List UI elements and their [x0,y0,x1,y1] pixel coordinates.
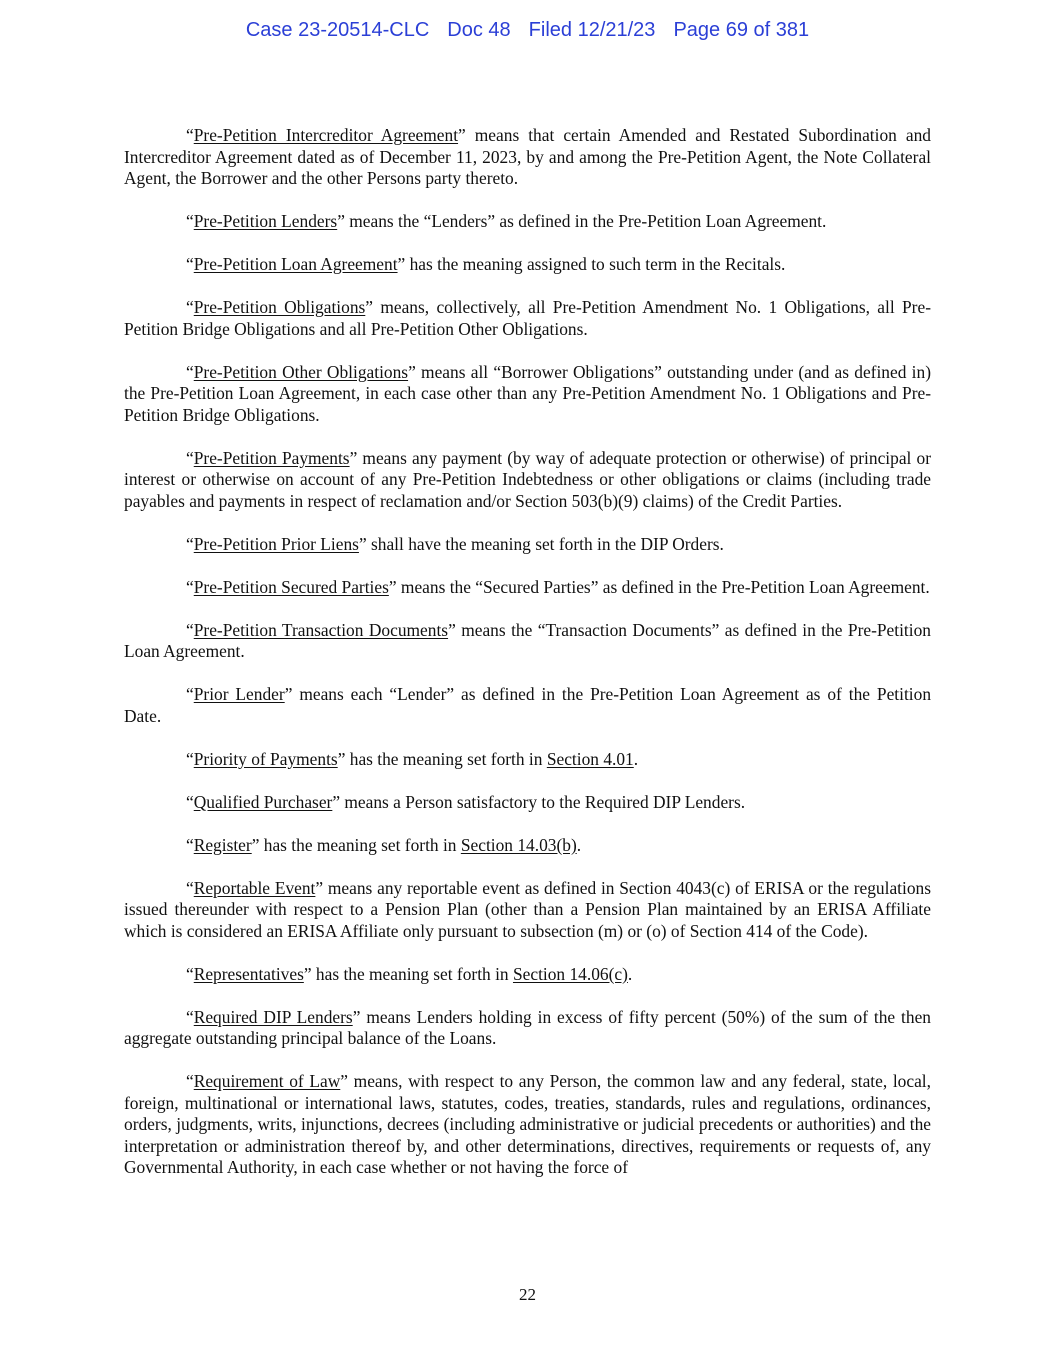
paragraph-text: . [633,748,639,769]
paragraph-text: ” means a Person satisfactory to the Required DIP Lenders. [332,791,746,812]
paragraph-text: ” shall have the meaning set forth in the DIP Orders. [358,533,724,554]
definition-paragraph [124,878,931,943]
doc-number: Doc 48 [447,19,511,41]
paragraph-text: . [576,834,582,855]
paragraph-text: “ [186,1071,194,1091]
paragraph-text: “ [186,576,194,597]
paragraph-text: ” has the meaning assigned to such term in the Recitals. [397,254,786,274]
filed-date: Filed 12/21/23 [528,19,656,41]
defined-term: Pre-Petition Loan Agreement [193,254,398,274]
defined-term: Reportable Event [193,877,316,898]
section-reference: Section 14.06(c) [512,963,628,984]
section-reference: Section 4.01 [546,748,634,769]
paragraph-text: “ [186,447,194,468]
paragraph-text: ” means Lenders holding in excess of fifty percent (50%) of the sum of the then aggregate outstanding principal balance of the Loans. [124,1006,931,1048]
paragraph-text: . [627,963,633,984]
page-number: 22 [519,1285,536,1304]
definition-paragraph [124,448,931,513]
paragraph-text: “ [186,963,194,984]
definition-paragraph [124,254,931,276]
defined-term: Pre-Petition Payments [193,447,350,468]
definition-paragraph [124,749,931,771]
definition-paragraph [124,211,931,233]
paragraph-text: “ [186,834,194,855]
paragraph-text: ” has the meaning set forth in [337,748,547,769]
paragraph-text: ” means the “Transaction Documents” as defined in the Pre-Petition Loan Agreement. [124,619,931,661]
section-reference: Section 14.03(b) [460,834,577,855]
definition-paragraph [124,620,931,663]
document-body [124,125,931,1200]
defined-term: Pre-Petition Other Obligations [193,361,409,382]
defined-term: Qualified Purchaser [193,791,333,812]
paragraph-text: ” means that certain Amended and Restated Subordination and Intercreditor Agreement dated as of December 11, 2023, by and among the Pre-Petition Agent, the Note Collateral Agent, the Borrower and the other Persons party thereto. [124,125,931,188]
paragraph-text: “ [186,1006,194,1027]
paragraph-text: “ [186,297,194,317]
definition-paragraph [124,125,931,190]
case-number: Case 23-20514-CLC [245,19,430,41]
definition-paragraph [124,964,931,986]
paragraph-text: “ [186,125,194,145]
defined-term: Pre-Petition Lenders [193,211,338,231]
paragraph-text: ” means, with respect to any Person, the common law and any federal, state, local, foreign, multinational or international laws, statutes, codes, treaties, standards, rules and regulations, ordinances, orders, judgments, writs, injunctions, decrees (including administrative or judicial precedents or authorities) and the interpretation or administration thereof by, and other determinations, directives, requirements or requests of, any Governmental Authority, in each case whether or not having the force of [124,1071,931,1177]
paragraph-text: ” means the “Secured Parties” as defined in the Pre-Petition Loan Agreement. [388,576,930,597]
paragraph-text: “ [186,877,194,898]
paragraph-text: “ [186,684,194,704]
paragraph-text: ” means all “Borrower Obligations” outstanding under (and as defined in) the Pre-Petition Loan Agreement, in each case other than any Pre-Petition Amendment No. 1 Obligations and Pre-Petition Bridge Obligations. [124,361,931,425]
defined-term: Register [193,834,252,855]
paragraph-text: “ [186,619,194,640]
definition-paragraph [124,534,931,556]
definition-paragraph [124,1007,931,1050]
paragraph-text: “ [186,211,194,231]
definition-paragraph [124,362,931,427]
paragraph-text: ” means any payment (by way of adequate protection or otherwise) of principal or interest or otherwise on account of any Pre-Petition Indebtedness or other obligations or claims (including trade payables and payments in respect of reclamation and/or Section 503(b)(9) claims) of the Credit Parties. [124,447,931,511]
defined-term: Prior Lender [193,684,285,704]
defined-term: Priority of Payments [193,748,338,769]
paragraph-text: “ [186,361,194,382]
defined-term: Representatives [193,963,304,984]
paragraph-text: ” means any reportable event as defined in Section 4043(c) of ERISA or the regulations issued thereunder with respect to a Pension Plan (other than a Pension Plan maintained by an ERISA Affiliate which is considered an ERISA Affiliate only pursuant to subsection (m) or (o) of Section 414 of the Code). [124,877,931,941]
defined-term: Pre-Petition Prior Liens [193,533,359,554]
page-count: Page 69 of 381 [673,19,810,41]
case-header [0,19,1055,42]
defined-term: Pre-Petition Secured Parties [193,576,389,597]
definition-paragraph [124,577,931,599]
paragraph-text: “ [186,748,194,769]
definition-paragraph [124,297,931,340]
definition-paragraph [124,1071,931,1179]
paragraph-text: ” has the meaning set forth in [251,834,461,855]
paragraph-text: “ [186,533,194,554]
definition-paragraph [124,684,931,727]
paragraph-text: “ [186,791,194,812]
definition-paragraph [124,835,931,857]
defined-term: Required DIP Lenders [193,1006,353,1027]
definition-paragraph [124,792,931,814]
defined-term: Pre-Petition Intercreditor Agreement [193,125,459,145]
paragraph-text: ” has the meaning set forth in [303,963,513,984]
defined-term: Pre-Petition Transaction Documents [193,619,449,640]
defined-term: Requirement of Law [193,1071,341,1091]
defined-term: Pre-Petition Obligations [193,297,366,317]
paragraph-text: ” means, collectively, all Pre-Petition Amendment No. 1 Obligations, all Pre-Petition Bridge Obligations and all Pre-Petition Other Obligations. [124,297,931,339]
paragraph-text: ” means the “Lenders” as defined in the Pre-Petition Loan Agreement. [337,211,827,231]
paragraph-text: “ [186,254,194,274]
paragraph-text: ” means each “Lender” as defined in the Pre-Petition Loan Agreement as of the Petition Date. [124,684,932,726]
